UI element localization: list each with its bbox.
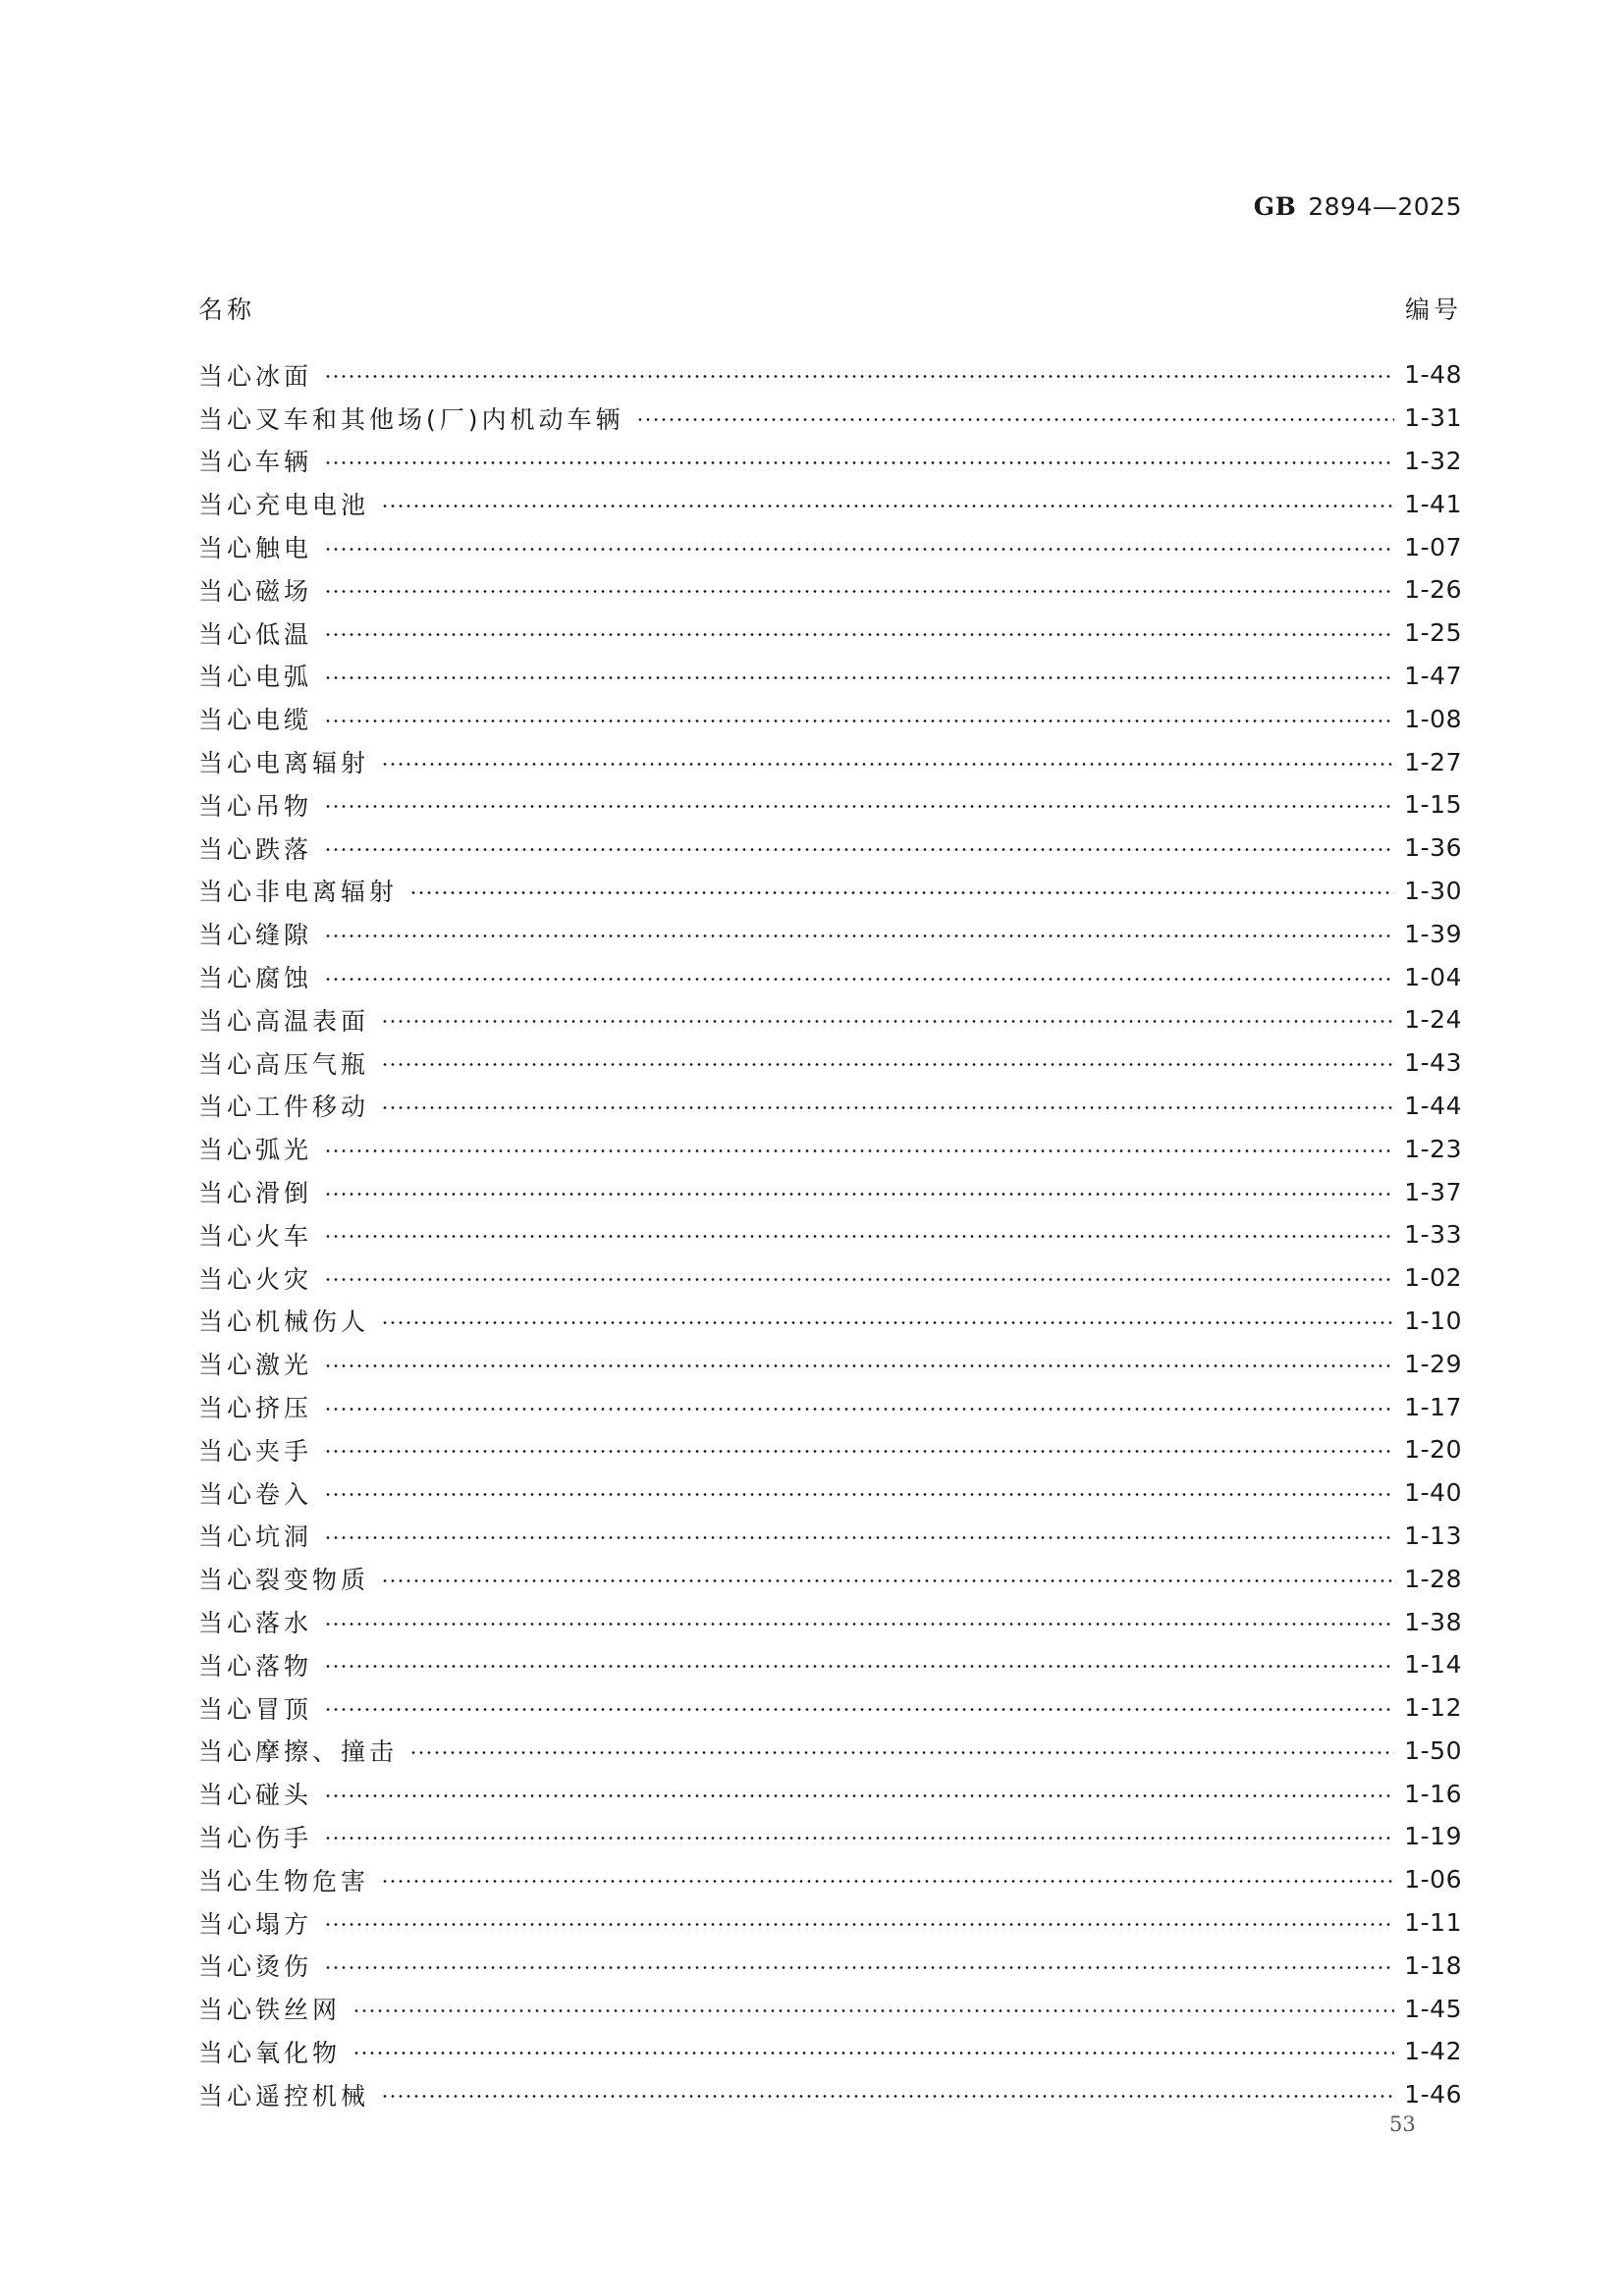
index-entry xyxy=(198,1428,1462,1471)
entry-code: 1-13 xyxy=(1404,1521,1462,1550)
entry-code: 1-20 xyxy=(1404,1435,1462,1465)
entry-code: 1-40 xyxy=(1404,1478,1462,1508)
entry-code: 1-42 xyxy=(1404,2037,1462,2066)
standard-number: 2894—2025 xyxy=(1308,192,1462,221)
index-entry xyxy=(198,1085,1462,1128)
entry-code: 1-16 xyxy=(1404,1779,1462,1808)
entry-name: 当心裂变物质 xyxy=(198,1566,370,1595)
dot-leader xyxy=(381,1880,1394,1883)
index-entry xyxy=(198,1686,1462,1730)
entry-name: 当心落水 xyxy=(198,1609,313,1637)
entry-name: 当心挤压 xyxy=(198,1394,313,1423)
entry-name: 当心充电电池 xyxy=(198,491,370,520)
dot-leader xyxy=(381,1321,1394,1324)
dot-leader xyxy=(381,1106,1394,1109)
index-entry xyxy=(198,1385,1462,1428)
sign-index-list xyxy=(198,353,1462,2116)
index-entry xyxy=(198,568,1462,612)
dot-leader xyxy=(381,1579,1394,1582)
dot-leader xyxy=(409,891,1394,894)
entry-name: 当心工件移动 xyxy=(198,1093,370,1122)
dot-leader xyxy=(324,590,1394,593)
entry-name: 当心电缆 xyxy=(198,706,313,735)
entry-code: 1-14 xyxy=(1404,1650,1462,1680)
standard-prefix: GB xyxy=(1253,192,1297,221)
entry-code: 1-18 xyxy=(1404,1950,1462,1980)
entry-name: 当心卷入 xyxy=(198,1479,313,1509)
index-entry xyxy=(198,1170,1462,1213)
dot-leader xyxy=(324,676,1394,679)
index-entry xyxy=(198,998,1462,1041)
dot-leader xyxy=(381,2095,1394,2098)
index-entry xyxy=(198,1815,1462,1858)
entry-code: 1-33 xyxy=(1404,1220,1462,1250)
index-entry xyxy=(198,1557,1462,1600)
column-header-name: 名称 xyxy=(198,295,256,324)
entry-code: 1-50 xyxy=(1404,1735,1462,1765)
entry-name: 当心吊物 xyxy=(198,791,313,821)
entry-name: 当心车辆 xyxy=(198,448,313,477)
entry-name: 当心腐蚀 xyxy=(198,964,313,993)
dot-leader xyxy=(324,1966,1394,1969)
dot-leader xyxy=(324,1708,1394,1711)
index-entry xyxy=(198,655,1462,698)
entry-name: 当心遥控机械 xyxy=(198,2081,370,2110)
entry-name: 当心弧光 xyxy=(198,1136,313,1165)
index-entry xyxy=(198,1127,1462,1170)
entry-code: 1-25 xyxy=(1404,618,1462,648)
entry-name: 当心氧化物 xyxy=(198,2038,342,2067)
index-entry xyxy=(198,955,1462,998)
dot-leader xyxy=(324,548,1394,551)
entry-name: 当心跌落 xyxy=(198,834,313,864)
entry-name: 当心激光 xyxy=(198,1351,313,1380)
dot-leader xyxy=(324,934,1394,937)
dot-leader xyxy=(324,1149,1394,1152)
index-entry xyxy=(198,1944,1462,1987)
index-entry xyxy=(198,1342,1462,1385)
index-entry xyxy=(198,482,1462,525)
index-entry xyxy=(198,1213,1462,1256)
entry-name: 当心生物危害 xyxy=(198,1866,370,1896)
dot-leader xyxy=(324,1278,1394,1281)
index-entry xyxy=(198,1515,1462,1558)
entry-code: 1-08 xyxy=(1404,704,1462,733)
entry-name: 当心滑倒 xyxy=(198,1179,313,1208)
dot-leader xyxy=(636,418,1395,421)
entry-code: 1-43 xyxy=(1404,1048,1462,1078)
index-entry xyxy=(198,1471,1462,1515)
dot-leader xyxy=(324,1665,1394,1668)
entry-name: 当心触电 xyxy=(198,534,313,563)
page-number: 53 xyxy=(1389,2112,1416,2136)
entry-name: 当心夹手 xyxy=(198,1436,313,1466)
standard-code xyxy=(1254,192,1462,221)
index-entry xyxy=(198,525,1462,568)
entry-name: 当心落物 xyxy=(198,1651,313,1681)
index-entry xyxy=(198,1901,1462,1945)
column-header-row xyxy=(198,291,1462,326)
index-entry xyxy=(198,397,1462,440)
dot-leader xyxy=(324,1794,1394,1797)
entry-code: 1-17 xyxy=(1404,1392,1462,1421)
index-entry xyxy=(198,2030,1462,2073)
dot-leader xyxy=(324,461,1394,464)
entry-code: 1-27 xyxy=(1404,747,1462,776)
entry-code: 1-23 xyxy=(1404,1134,1462,1163)
entry-name: 当心缝隙 xyxy=(198,921,313,950)
dot-leader xyxy=(324,1364,1394,1367)
entry-name: 当心火灾 xyxy=(198,1264,313,1294)
entry-name: 当心冰面 xyxy=(198,361,313,391)
entry-name: 当心伤手 xyxy=(198,1823,313,1852)
index-entry xyxy=(198,1772,1462,1815)
entry-code: 1-02 xyxy=(1404,1263,1462,1293)
entry-code: 1-30 xyxy=(1404,876,1462,905)
index-entry xyxy=(198,353,1462,397)
index-entry xyxy=(198,612,1462,655)
dot-leader xyxy=(324,1408,1394,1411)
index-entry xyxy=(198,912,1462,955)
index-entry xyxy=(198,1600,1462,1643)
dot-leader xyxy=(381,763,1394,766)
index-entry xyxy=(198,870,1462,913)
entry-name: 当心碰头 xyxy=(198,1781,313,1810)
index-entry xyxy=(198,1300,1462,1343)
entry-code: 1-37 xyxy=(1404,1177,1462,1206)
entry-code: 1-06 xyxy=(1404,1865,1462,1895)
entry-code: 1-07 xyxy=(1404,532,1462,561)
entry-code: 1-39 xyxy=(1404,919,1462,948)
dot-leader xyxy=(324,720,1394,722)
entry-name: 当心电弧 xyxy=(198,663,313,692)
entry-name: 当心高温表面 xyxy=(198,1006,370,1036)
entry-code: 1-19 xyxy=(1404,1822,1462,1851)
entry-code: 1-44 xyxy=(1404,1091,1462,1120)
entry-name: 当心冒顶 xyxy=(198,1694,313,1724)
dot-leader xyxy=(324,633,1394,636)
entry-code: 1-31 xyxy=(1404,403,1462,433)
entry-code: 1-48 xyxy=(1404,360,1462,390)
dot-leader xyxy=(352,2052,1394,2055)
entry-name: 当心机械伤人 xyxy=(198,1308,370,1337)
dot-leader xyxy=(352,2009,1394,2012)
entry-code: 1-45 xyxy=(1404,1994,1462,2023)
dot-leader xyxy=(381,505,1394,507)
dot-leader xyxy=(381,1020,1394,1023)
index-entry xyxy=(198,1041,1462,1085)
entry-name: 当心坑洞 xyxy=(198,1522,313,1552)
entry-code: 1-46 xyxy=(1404,2080,1462,2109)
entry-code: 1-11 xyxy=(1404,1908,1462,1938)
index-entry xyxy=(198,740,1462,783)
dot-leader xyxy=(324,1450,1394,1453)
entry-code: 1-15 xyxy=(1404,790,1462,820)
entry-name: 当心高压气瓶 xyxy=(198,1049,370,1079)
entry-name: 当心叉车和其他场(厂)内机动车辆 xyxy=(198,404,624,434)
dot-leader xyxy=(324,805,1394,808)
index-entry xyxy=(198,827,1462,870)
dot-leader xyxy=(324,1837,1394,1840)
entry-name: 当心烫伤 xyxy=(198,1952,313,1982)
index-entry xyxy=(198,697,1462,740)
entry-code: 1-12 xyxy=(1404,1693,1462,1723)
dot-leader xyxy=(324,1193,1394,1196)
entry-code: 1-10 xyxy=(1404,1306,1462,1335)
dot-leader xyxy=(324,848,1394,851)
index-entry xyxy=(198,783,1462,827)
entry-name: 当心低温 xyxy=(198,619,313,649)
entry-code: 1-36 xyxy=(1404,833,1462,863)
dot-leader xyxy=(324,1623,1394,1626)
entry-code: 1-29 xyxy=(1404,1349,1462,1378)
index-entry xyxy=(198,2073,1462,2116)
entry-name: 当心电离辐射 xyxy=(198,749,370,778)
entry-code: 1-32 xyxy=(1404,446,1462,475)
index-entry xyxy=(198,1858,1462,1901)
index-entry xyxy=(198,1256,1462,1300)
entry-code: 1-47 xyxy=(1404,661,1462,690)
entry-name: 当心塌方 xyxy=(198,1909,313,1939)
entry-code: 1-38 xyxy=(1404,1607,1462,1636)
entry-code: 1-28 xyxy=(1404,1564,1462,1593)
dot-leader xyxy=(324,978,1394,981)
dot-leader xyxy=(324,1235,1394,1238)
dot-leader xyxy=(409,1751,1394,1754)
entry-name: 当心磁场 xyxy=(198,576,313,606)
index-entry xyxy=(198,1643,1462,1686)
column-header-code: 编号 xyxy=(1404,295,1462,324)
entry-name: 当心铁丝网 xyxy=(198,1996,342,2025)
entry-code: 1-41 xyxy=(1404,489,1462,518)
index-entry xyxy=(198,1730,1462,1773)
entry-name: 当心摩擦、撞击 xyxy=(198,1737,399,1767)
dot-leader xyxy=(324,1493,1394,1496)
entry-code: 1-26 xyxy=(1404,575,1462,605)
dot-leader xyxy=(324,375,1394,378)
entry-code: 1-04 xyxy=(1404,962,1462,991)
entry-name: 当心非电离辐射 xyxy=(198,878,399,907)
index-entry xyxy=(198,1987,1462,2030)
dot-leader xyxy=(324,1536,1394,1539)
dot-leader xyxy=(381,1063,1394,1066)
index-entry xyxy=(198,440,1462,483)
entry-name: 当心火车 xyxy=(198,1221,313,1251)
entry-code: 1-24 xyxy=(1404,1005,1462,1035)
dot-leader xyxy=(324,1923,1394,1926)
